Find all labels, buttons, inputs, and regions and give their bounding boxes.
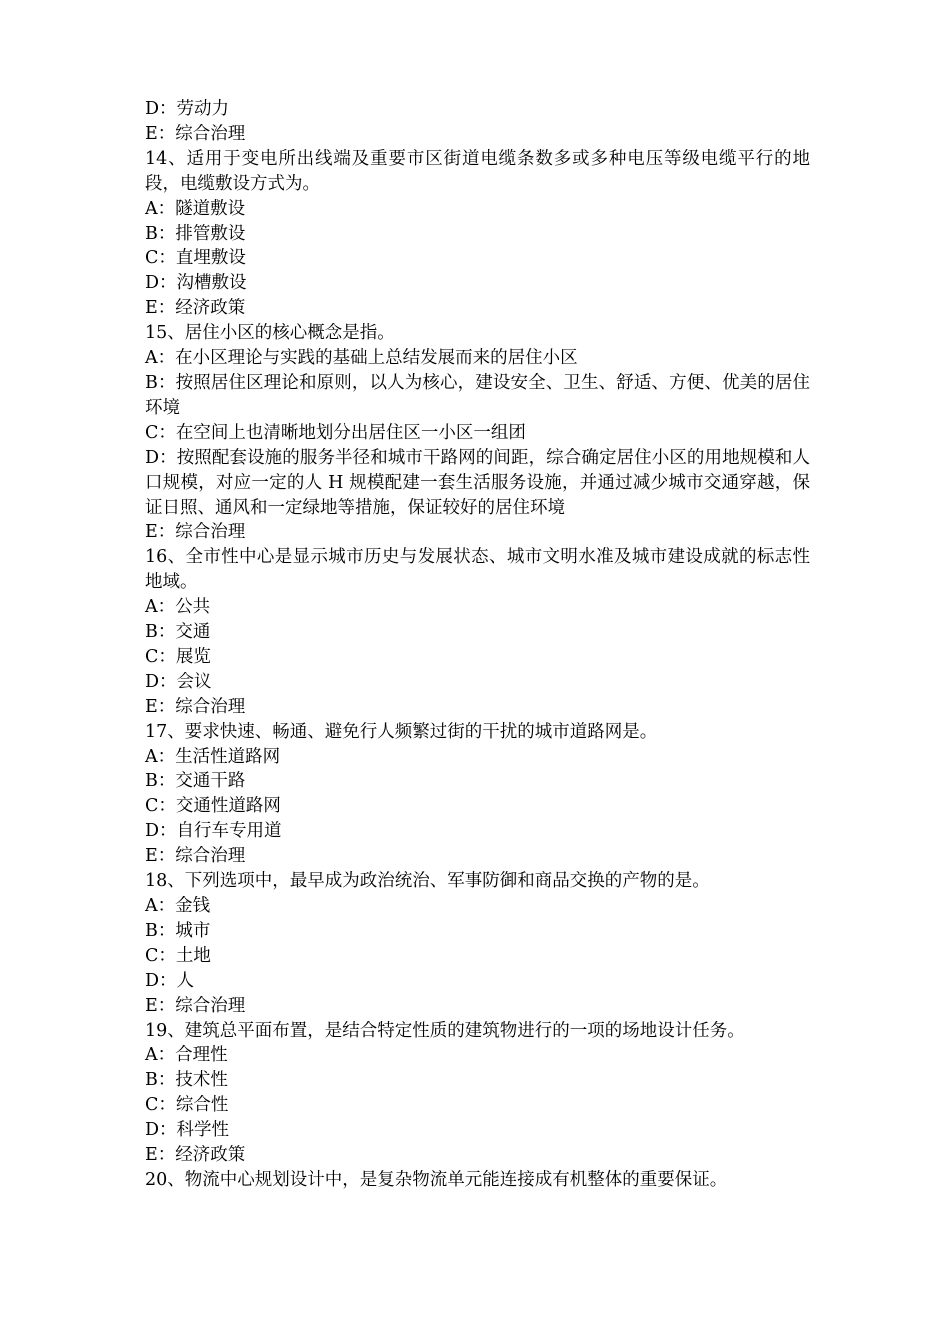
document-page — [145, 97, 810, 1193]
answer-option: B：城市 — [145, 920, 211, 941]
answer-option: E：综合治理 — [145, 995, 246, 1016]
question-text: 15、居住小区的核心概念是指。 — [145, 323, 395, 344]
answer-option: E：综合治理 — [145, 522, 246, 543]
answer-option: E：综合治理 — [145, 123, 246, 144]
answer-option: D：劳动力 — [145, 99, 230, 119]
answer-option: D：沟槽敷设 — [145, 273, 247, 294]
answer-option: B：交通干路 — [145, 771, 246, 792]
answer-option: C：展览 — [145, 646, 211, 667]
answer-option: E：经济政策 — [145, 1145, 246, 1166]
answer-option: A：生活性道路网 — [145, 746, 281, 767]
answer-option: E：经济政策 — [145, 298, 246, 319]
answer-option: A：合理性 — [145, 1045, 228, 1066]
answer-option: A：隧道敷设 — [145, 198, 246, 219]
answer-option: E：综合治理 — [145, 696, 246, 717]
answer-option: D：自行车专用道 — [145, 821, 282, 842]
answer-option: E：综合治理 — [145, 846, 246, 867]
answer-option: D：会议 — [145, 671, 212, 692]
question-text: 14、适用于变电所出线端及重要市区街道电缆条数多或多种电压等级电缆平行的地段，电缆敷设方式为。 — [145, 148, 810, 194]
answer-option: D：人 — [145, 970, 195, 991]
answer-option: D：科学性 — [145, 1120, 230, 1141]
answer-option: B：交通 — [145, 622, 211, 643]
answer-option: B：技术性 — [145, 1070, 228, 1091]
question-text: 20、物流中心规划设计中，是复杂物流单元能连接成有机整体的重要保证。 — [145, 1169, 728, 1190]
answer-option: A：金钱 — [145, 896, 211, 916]
answer-option: A：在小区理论与实践的基础上总结发展而来的居住小区 — [145, 348, 578, 369]
answer-option: C：在空间上也清晰地划分出居住区一小区一组团 — [145, 422, 526, 443]
answer-option: C：直埋敷设 — [145, 248, 246, 269]
question-text: 19、建筑总平面布置，是结合特定性质的建筑物进行的一项的场地设计任务。 — [145, 1020, 745, 1041]
question-text: 16、全市性中心是显示城市历史与发展状态、城市文明水准及城市建设成就的标志性地域。 — [145, 547, 810, 593]
answer-option: C：综合性 — [145, 1095, 229, 1116]
answer-option: C：土地 — [145, 945, 211, 966]
question-text: 18、下列选项中，最早成为政治统治、军事防御和商品交换的产物的是。 — [145, 871, 710, 892]
answer-option: B：排管敷设 — [145, 223, 246, 244]
answer-option: D：按照配套设施的服务半径和城市干路网的间距，综合确定居住小区的用地规模和人口规模，对应一定的人 H 规模配建一套生活服务设施，并通过减少城市交通穿越，保证日照、通风和一定绿地等措施，保证较好的居住环境 — [145, 447, 810, 518]
answer-option: B：按照居住区理论和原则，以人为核心，建设安全、卫生、舒适、方便、优美的居住环境 — [145, 372, 810, 418]
answer-option: C：交通性道路网 — [145, 796, 281, 817]
answer-option: A：公共 — [145, 597, 211, 618]
question-text: 17、要求快速、畅通、避免行人频繁过街的干扰的城市道路网是。 — [145, 721, 658, 742]
